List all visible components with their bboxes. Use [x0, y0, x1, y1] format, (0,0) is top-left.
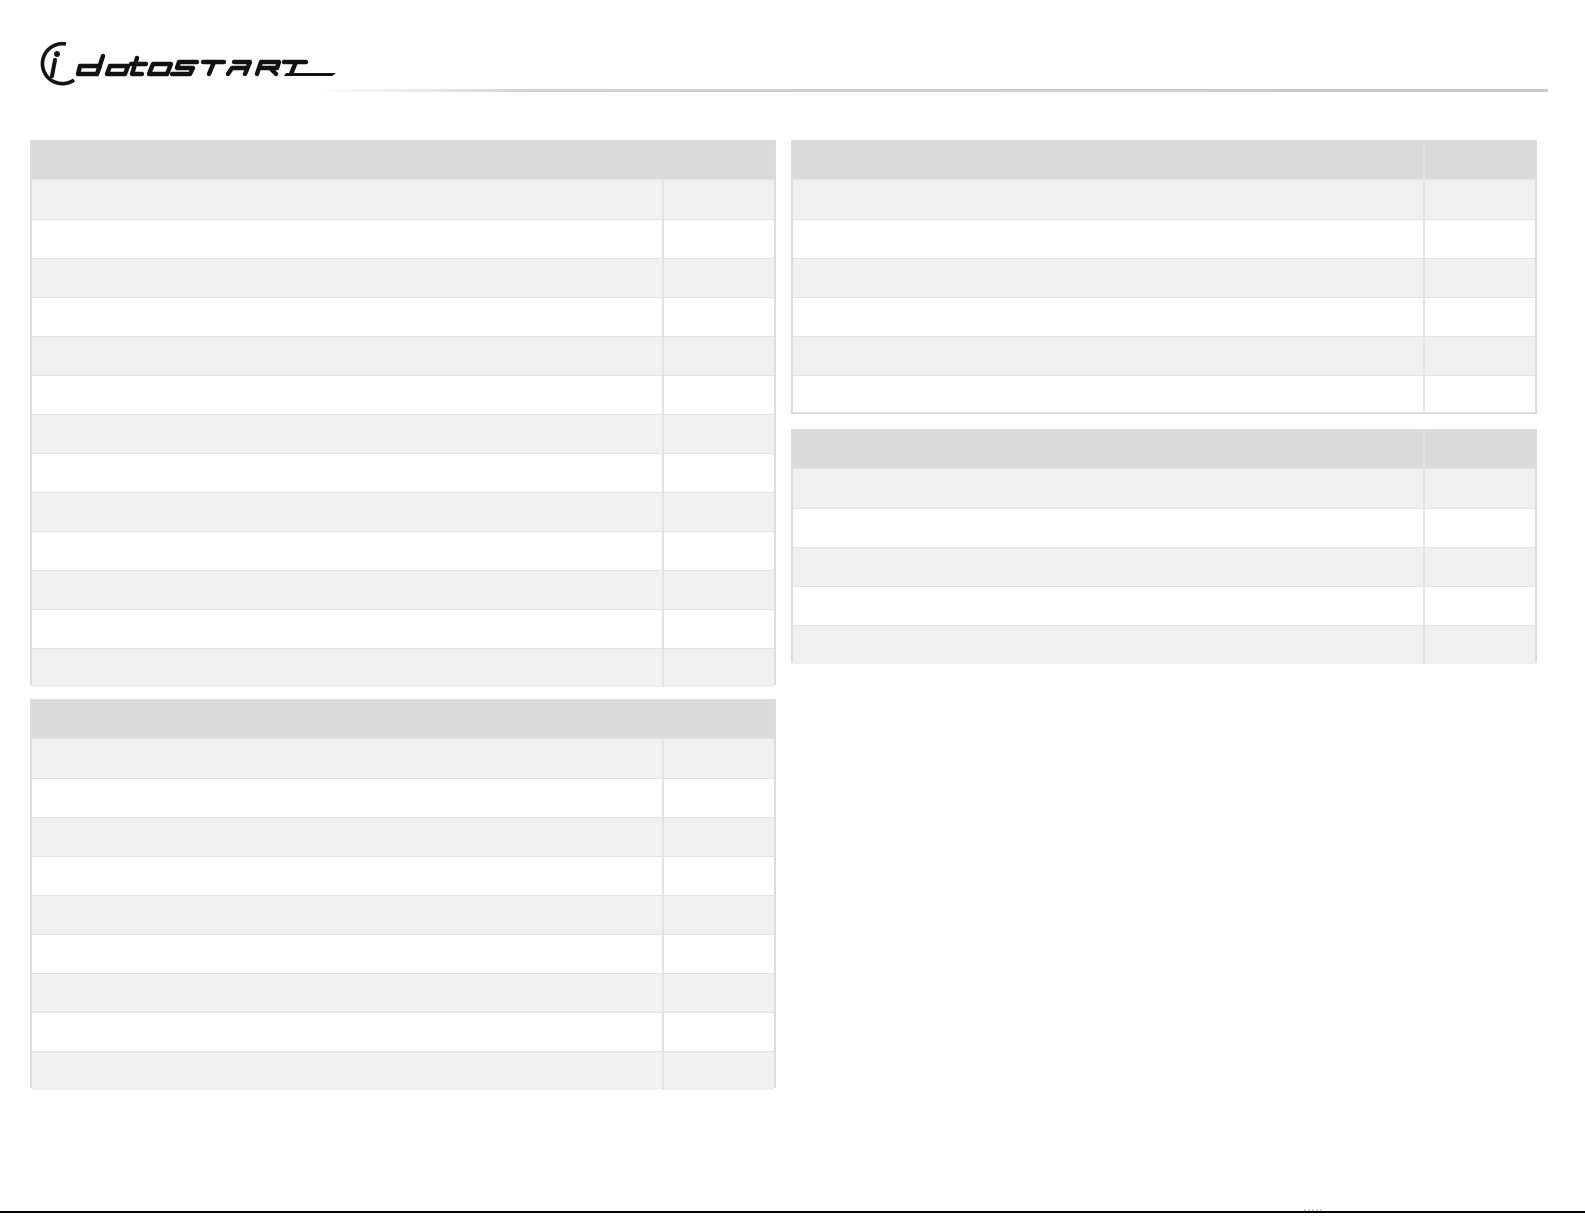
header-divider — [310, 89, 1548, 92]
table-cell — [793, 180, 1423, 219]
table-row — [32, 1012, 774, 1051]
table-cell — [32, 571, 662, 609]
table-cell — [32, 298, 662, 336]
table-cell-side — [662, 649, 774, 687]
table-cell — [32, 739, 662, 778]
table-cell — [32, 779, 662, 817]
table-cell-side — [662, 376, 774, 414]
table-cell-side — [662, 415, 774, 453]
table-left-bottom — [30, 699, 776, 1088]
table-cell — [793, 337, 1423, 375]
table-cell — [32, 376, 662, 414]
table-cell-side — [662, 1013, 774, 1051]
table-cell — [793, 469, 1423, 508]
table-row — [793, 219, 1535, 258]
table-row — [32, 492, 774, 531]
table-cell-side — [1423, 626, 1535, 664]
table-cell — [32, 454, 662, 492]
table-cell — [32, 415, 662, 453]
table-row — [32, 1051, 774, 1090]
table-cell-side — [662, 220, 774, 258]
table-cell-side — [662, 1052, 774, 1090]
table-row — [32, 817, 774, 856]
table-row — [793, 180, 1535, 219]
table-body — [32, 180, 774, 687]
table-cell-side — [662, 532, 774, 570]
table-row — [32, 570, 774, 609]
table-body — [793, 180, 1535, 414]
table-row — [32, 778, 774, 817]
table-header-title — [32, 701, 774, 738]
table-row — [32, 934, 774, 973]
table-cell-side — [1423, 220, 1535, 258]
page-bottom-rule — [0, 1211, 1585, 1213]
table-cell — [32, 1013, 662, 1051]
table-row — [32, 648, 774, 687]
table-row — [32, 973, 774, 1012]
table-row — [32, 219, 774, 258]
table-cell-side — [1423, 587, 1535, 625]
table-header-title — [32, 142, 774, 179]
table-row — [793, 375, 1535, 414]
table-row — [793, 336, 1535, 375]
table-row — [793, 586, 1535, 625]
table-row — [32, 336, 774, 375]
table-row — [793, 258, 1535, 297]
table-cell — [793, 509, 1423, 547]
table-cell — [32, 935, 662, 973]
table-cell — [32, 974, 662, 1012]
table-left-top — [30, 140, 776, 685]
table-cell-side — [662, 896, 774, 934]
table-cell — [793, 298, 1423, 336]
table-cell-side — [662, 180, 774, 219]
table-header — [793, 142, 1535, 180]
table-cell-side — [662, 779, 774, 817]
table-cell — [32, 857, 662, 895]
table-header — [32, 701, 774, 739]
table-row — [32, 609, 774, 648]
table-row — [793, 297, 1535, 336]
table-cell-side — [1423, 376, 1535, 414]
table-cell-side — [1423, 298, 1535, 336]
table-cell — [32, 220, 662, 258]
table-cell-side — [662, 974, 774, 1012]
table-cell — [793, 587, 1423, 625]
table-body — [793, 469, 1535, 664]
table-cell — [32, 259, 662, 297]
table-cell-side — [662, 259, 774, 297]
table-cell — [32, 896, 662, 934]
table-header — [32, 142, 774, 180]
table-cell — [793, 220, 1423, 258]
table-cell — [32, 649, 662, 687]
table-cell — [32, 1052, 662, 1090]
table-cell-side — [662, 935, 774, 973]
table-row — [32, 180, 774, 219]
table-cell-side — [662, 571, 774, 609]
table-row — [793, 469, 1535, 508]
table-cell-side — [1423, 259, 1535, 297]
table-cell-side — [662, 298, 774, 336]
table-row — [32, 856, 774, 895]
table-right-bottom — [791, 429, 1537, 663]
table-cell — [32, 818, 662, 856]
table-cell — [793, 259, 1423, 297]
table-header-side — [1423, 431, 1535, 468]
table-cell-side — [662, 739, 774, 778]
table-row — [793, 625, 1535, 664]
table-cell — [32, 493, 662, 531]
table-row — [32, 453, 774, 492]
table-row — [32, 414, 774, 453]
table-header — [793, 431, 1535, 469]
table-cell-side — [662, 857, 774, 895]
idatastart-logo-icon — [36, 40, 346, 88]
table-cell-side — [1423, 509, 1535, 547]
table-row — [32, 297, 774, 336]
table-row — [32, 739, 774, 778]
table-row — [32, 895, 774, 934]
table-cell — [32, 337, 662, 375]
table-cell — [793, 376, 1423, 414]
brand-logo — [36, 40, 346, 88]
table-cell-side — [662, 818, 774, 856]
table-cell — [793, 548, 1423, 586]
table-header-title — [793, 431, 1423, 468]
table-right-top — [791, 140, 1537, 414]
table-header-title — [793, 142, 1423, 179]
table-row — [793, 508, 1535, 547]
table-cell-side — [1423, 469, 1535, 508]
table-cell — [32, 180, 662, 219]
table-row — [32, 531, 774, 570]
table-cell — [32, 532, 662, 570]
table-cell-side — [1423, 337, 1535, 375]
table-cell-side — [662, 610, 774, 648]
table-cell-side — [1423, 548, 1535, 586]
table-cell — [32, 610, 662, 648]
table-cell-side — [662, 337, 774, 375]
table-row — [793, 547, 1535, 586]
table-body — [32, 739, 774, 1090]
table-cell-side — [662, 454, 774, 492]
table-cell-side — [1423, 180, 1535, 219]
table-cell — [793, 626, 1423, 664]
table-cell-side — [662, 493, 774, 531]
table-row — [32, 375, 774, 414]
table-header-side — [1423, 142, 1535, 179]
table-row — [32, 258, 774, 297]
